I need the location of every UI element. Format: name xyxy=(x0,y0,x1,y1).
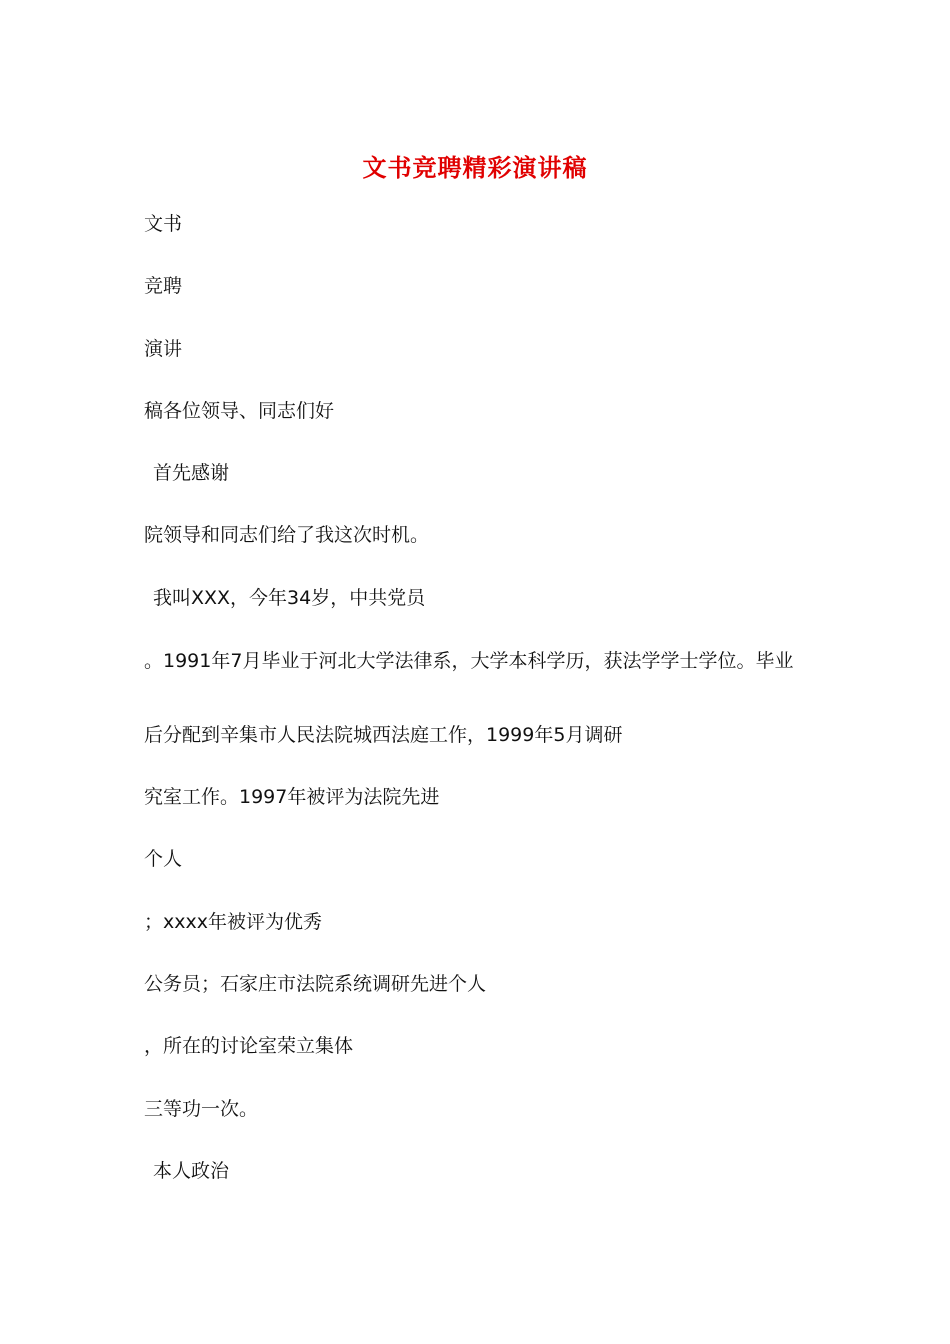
paragraph-3: 演讲 xyxy=(144,338,183,360)
paragraph-15: 三等功一次。 xyxy=(144,1098,259,1120)
paragraph-12: ；xxxx年被评为优秀 xyxy=(144,911,322,933)
paragraph-14: ，所在的讨论室荣立集体 xyxy=(144,1035,354,1057)
paragraph-1: 文书 xyxy=(144,213,183,235)
paragraph-2: 竞聘 xyxy=(144,275,183,297)
paragraph-4: 稿各位领导、同志们好 xyxy=(144,400,335,422)
document-title: 文书竞聘精彩演讲稿 xyxy=(362,153,588,182)
paragraph-13: 公务员；石家庄市法院系统调研先进个人 xyxy=(144,973,487,995)
paragraph-7: 我叫XXX，今年34岁，中共党员 xyxy=(153,587,426,609)
paragraph-5: 首先感谢 xyxy=(153,462,230,484)
paragraph-11: 个人 xyxy=(144,848,183,870)
paragraph-8: 。1991年7月毕业于河北大学法律系，大学本科学历，获法学学士学位。毕业 xyxy=(144,650,794,672)
paragraph-9: 后分配到辛集市人民法院城西法庭工作，1999年5月调研 xyxy=(144,724,623,746)
paragraph-6: 院领导和同志们给了我这次时机。 xyxy=(144,524,430,546)
paragraph-10: 究室工作。1997年被评为法院先进 xyxy=(144,786,440,808)
paragraph-16: 本人政治 xyxy=(153,1160,230,1182)
